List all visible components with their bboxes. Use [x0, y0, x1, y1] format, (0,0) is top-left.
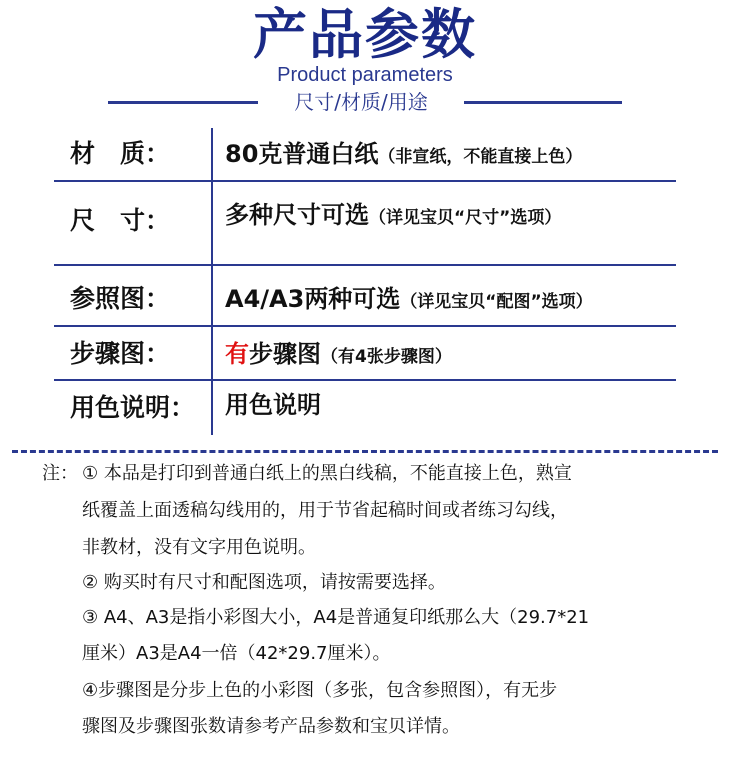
param-value-material: [225, 139, 582, 172]
note-line: ④步骤图是分步上色的小彩图（多张，包含参照图），有无步: [82, 680, 558, 701]
param-note: （非宣纸，不能直接上色）: [378, 147, 583, 167]
note-line: 纸覆盖上面透稿勾线用的，用于节省起稿时间或者练习勾线，: [82, 500, 568, 521]
table-row-divider: [54, 264, 676, 266]
param-value-text: A4/A3两种可选: [225, 285, 401, 313]
tagline-divider-left: [108, 101, 258, 104]
param-value-text: 80克普通白纸: [225, 140, 379, 168]
table-row-divider: [54, 180, 676, 182]
param-note: （有4张步骤图）: [321, 347, 452, 367]
param-value-text: 步骤图: [249, 340, 321, 368]
param-label-color-guide: 用色说明：: [70, 393, 196, 422]
table-column-divider: [211, 128, 213, 435]
table-row-divider: [54, 325, 676, 327]
note-line: ① 本品是打印到普通白纸上的黑白线稿，不能直接上色，熟宣: [82, 463, 572, 484]
param-label-reference: 参照图：: [70, 284, 171, 313]
param-value-text: 多种尺寸可选: [225, 201, 369, 229]
param-value-steps: [225, 339, 452, 372]
tagline-divider-right: [464, 101, 622, 104]
param-note: （详见宝贝“尺寸”选项）: [369, 208, 562, 228]
note-line: 骤图及步骤图张数请参考产品参数和宝贝详情。: [82, 716, 460, 737]
param-value-color-guide: [225, 390, 321, 420]
param-value-size: [225, 200, 561, 233]
param-label-size: 尺 寸：: [70, 206, 171, 235]
param-note: （详见宝贝“配图”选项）: [400, 292, 593, 312]
param-label-material: 材 质：: [70, 139, 171, 168]
dashed-divider: [12, 450, 718, 453]
note-line: 非教材，没有文字用色说明。: [82, 537, 316, 558]
param-value-text: 用色说明: [225, 391, 321, 419]
page-title: 产品参数: [253, 3, 477, 66]
note-line: ③ A4、A3是指小彩图大小，A4是普通复印纸那么大（29.7*21: [82, 607, 590, 628]
note-line: ② 购买时有尺寸和配图选项，请按需要选择。: [82, 572, 446, 593]
param-value-reference: [225, 284, 593, 317]
param-label-steps: 步骤图：: [70, 339, 171, 368]
param-value-highlight: 有: [225, 340, 249, 368]
tagline-bar: [108, 90, 622, 114]
note-line: 厘米）A3是A4一倍（42*29.7厘米）。: [82, 643, 391, 664]
page-subtitle: Product parameters: [277, 64, 453, 86]
tagline: 尺寸/材质/用途: [294, 90, 428, 114]
table-row-divider: [54, 379, 676, 381]
notes-prefix: 注：: [42, 463, 78, 484]
